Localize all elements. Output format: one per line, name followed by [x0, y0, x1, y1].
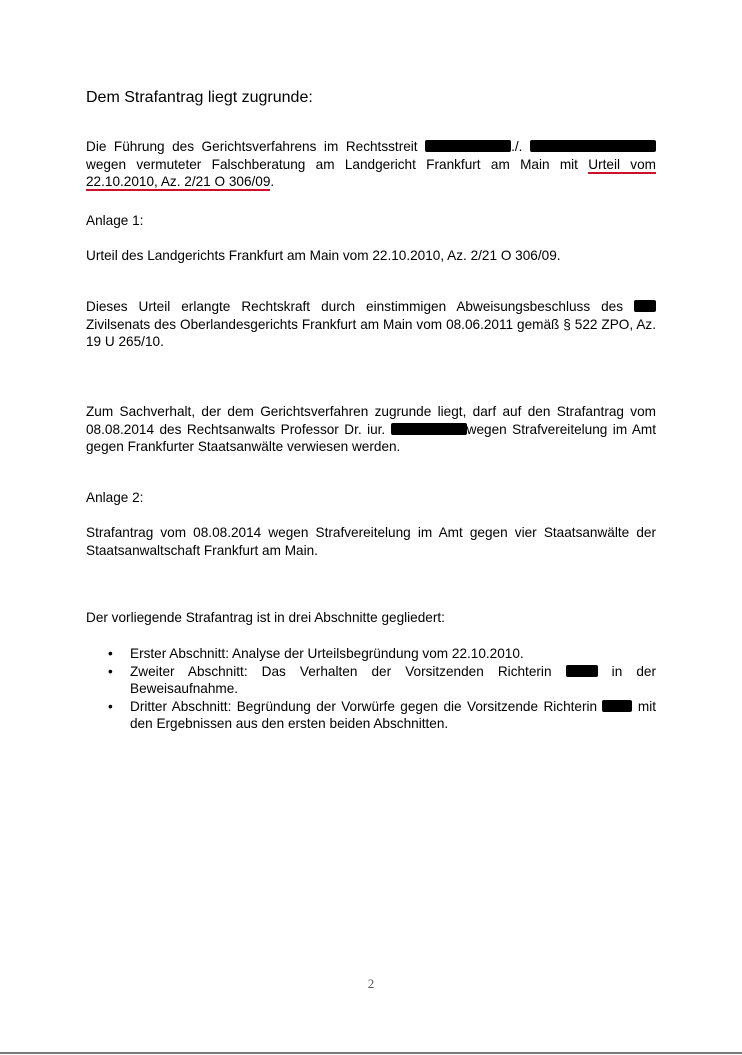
section-3-text-2: mit den Ergebnissen aus den ersten beiden Abschnitten.: [130, 698, 656, 731]
list-item: [86, 698, 656, 733]
list-item: [86, 663, 656, 698]
anlage-1-text: Urteil des Landgerichts Frankfurt am Main vom 22.10.2010, Az. 2/21 O 306/09.: [86, 248, 561, 263]
section-heading: Dem Strafantrag liegt zugrunde:: [86, 89, 313, 106]
redacted-judge-name: [602, 700, 632, 712]
facts-text-1: Zum Sachverhalt, der dem Gerichtsverfahren zugrunde liegt, darf auf den Strafantrag vom 08.08.2014 des Rechtsanwalts Professor Dr. iur.: [86, 404, 656, 437]
proceedings-text-1: Die Führung des Gerichtsverfahrens im Rechtsstreit: [86, 139, 426, 154]
judgment-reference-underlined: Urteil vom 22.10.2010, Az. 2/21 O 306/09: [86, 156, 656, 189]
paragraph-legal-force: [86, 298, 656, 351]
paragraph-facts: [86, 403, 656, 456]
bullet-icon: •: [108, 646, 113, 661]
proceedings-text-2: ./.: [511, 139, 530, 154]
redacted-judge-name: [566, 665, 598, 677]
anlage-1-label: Anlage 1:: [86, 213, 144, 228]
section-2-text-1: Zweiter Abschnitt: Das Verhalten der Vorsitzenden Richterin: [130, 663, 566, 679]
section-3-text-1: Dritter Abschnitt: Begründung der Vorwürfe gegen die Vorsitzende Richterin: [130, 698, 603, 714]
proceedings-text-4: .: [270, 174, 275, 189]
paragraph-proceedings: [86, 138, 656, 191]
section-1-text: Erster Abschnitt: Analyse der Urteilsbegründung vom 22.10.2010.: [130, 646, 524, 661]
list-item: [86, 645, 656, 663]
bullet-icon: •: [108, 698, 113, 714]
structure-intro: Der vorliegende Strafantrag ist in drei Abschnitte gegliedert:: [86, 610, 445, 625]
bullet-icon: •: [108, 663, 113, 679]
legal-force-text-1: Dieses Urteil erlangte Rechtskraft durch einstimmigen Abweisungsbeschluss des: [86, 299, 634, 314]
anlage-2-text: Strafantrag vom 08.08.2014 wegen Strafvereitelung im Amt gegen vier Staatsanwälte der Staatsanwaltschaft Frankfurt am Main.: [86, 525, 656, 558]
redacted-senate-number: [634, 300, 656, 312]
section-2-text-2: in der Beweisaufnahme.: [130, 663, 656, 696]
redacted-party-1: [425, 140, 511, 152]
section-list: [86, 645, 656, 733]
proceedings-text-3: wegen vermuteter Falschberatung am Landgericht Frankfurt am Main mit: [86, 156, 589, 172]
anlage-2-label: Anlage 2:: [86, 490, 144, 505]
redacted-attorney-name: [391, 423, 467, 435]
page-number: 2: [367, 976, 375, 991]
facts-text-2: wegen Strafvereitelung im Amt gegen Frankfurter Staatsanwälte verwiesen werden.: [86, 421, 656, 454]
redacted-party-2: [530, 140, 656, 152]
legal-force-text-2: Zivilsenats des Oberlandesgerichts Frankfurt am Main vom 08.06.2011 gemäß § 522 ZPO, Az. 19 U 265/10.: [86, 316, 656, 349]
